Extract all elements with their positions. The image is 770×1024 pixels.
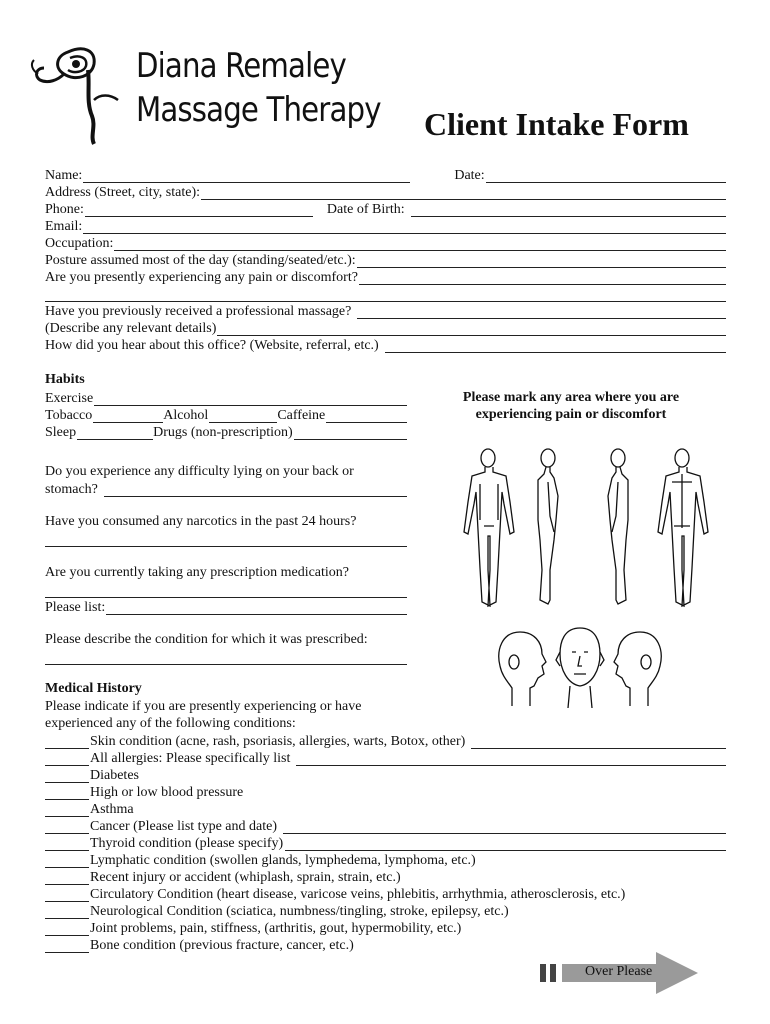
describe-field[interactable] [217,323,726,336]
phone-field[interactable] [85,204,313,217]
name-label: Name: [45,168,83,183]
condition-label: All allergies: Please specifically list [90,751,291,766]
hear-label: How did you hear about this office? (Website, referral, etc.) [45,338,379,353]
page-title: Client Intake Form [424,106,689,142]
describe-label: (Describe any relevant details) [45,321,217,336]
habits-section [45,372,407,665]
condition-detail-field[interactable] [296,753,726,766]
posture-field[interactable] [357,255,726,268]
condition-label: High or low blood pressure [90,785,244,800]
occupation-label: Occupation: [45,236,114,251]
condition-check-blank[interactable] [45,906,89,919]
tobacco-label: Tobacco [45,408,93,423]
flower-logo-icon [28,40,138,150]
condition-check-blank[interactable] [45,787,89,800]
prev-massage-field[interactable] [357,306,726,319]
medical-intro-line-2: experienced any of the following conditions: [45,716,296,731]
mark-pain-note [446,389,696,423]
condition-row-injury [45,868,726,885]
pain-field-continued[interactable] [45,289,726,302]
medication-field[interactable] [45,585,407,598]
lying-question-continued: stomach? [45,482,98,497]
narcotics-field[interactable] [45,534,407,547]
sleep-field[interactable] [77,427,153,440]
caffeine-label: Caffeine [277,408,326,423]
dob-label: Date of Birth: [326,202,405,217]
brand-name [136,44,381,132]
body-diagram[interactable] [450,440,730,615]
medication-question: Are you currently taking any prescription medication? [45,565,350,580]
condition-row-thyroid [45,834,726,851]
address-label: Address (Street, city, state): [45,185,200,200]
exercise-label: Exercise [45,391,94,406]
condition-check-blank[interactable] [45,736,89,749]
condition-check-blank[interactable] [45,855,89,868]
condition-label: Asthma [90,802,134,817]
list-field[interactable] [106,602,407,615]
condition-row-joint [45,919,726,936]
condition-check-blank[interactable] [45,838,89,851]
condition-label: Thyroid condition (please specify) [90,836,284,851]
list-label: Please list: [45,600,106,615]
posture-label: Posture assumed most of the day (standing/seated/etc.): [45,253,356,268]
alcohol-field[interactable] [209,410,277,423]
condition-row-asthma [45,800,726,817]
condition-check-blank[interactable] [45,770,89,783]
mark-pain-note-line-2: experiencing pain or discomfort [475,407,667,422]
condition-label: Neurological Condition (sciatica, numbness/tingling, stroke, epilepsy, etc.) [90,904,509,919]
condition-label: Lymphatic condition (swollen glands, lymphedema, lymphoma, etc.) [90,853,476,868]
body-side-right-figure [538,449,558,604]
hear-field[interactable] [385,340,726,353]
condition-detail-field[interactable] [285,838,726,851]
name-field[interactable] [83,170,410,183]
exercise-field[interactable] [94,393,407,406]
condition-label: Skin condition (acne, rash, psoriasis, allergies, warts, Botox, other) [90,734,466,749]
medical-history-heading: Medical History [45,681,142,696]
condition-detail-field[interactable] [283,821,726,834]
condition-check-blank[interactable] [45,940,89,953]
body-front-figure [464,449,514,606]
body-back-figure [658,449,708,606]
date-field[interactable] [486,170,726,183]
over-please-label: Over Please [585,964,653,979]
condition-check-blank[interactable] [45,889,89,902]
condition-label: Circulatory Condition (heart disease, varicose veins, phlebitis, arrhythmia, atherosclerosis, etc.) [90,887,626,902]
condition-row-circulatory [45,885,726,902]
condition-row-lymphatic [45,851,726,868]
alcohol-label: Alcohol [163,408,209,423]
brand-line-2: Massage Therapy [136,90,381,130]
condition-row-cancer [45,817,726,834]
email-field[interactable] [83,221,726,234]
condition-check-blank[interactable] [45,804,89,817]
condition-label: Diabetes [90,768,139,783]
caffeine-field[interactable] [326,410,407,423]
lying-field[interactable] [104,484,407,497]
pain-field[interactable] [359,272,726,285]
email-label: Email: [45,219,83,234]
dob-field[interactable] [411,204,726,217]
occupation-field[interactable] [114,238,726,251]
condition-check-blank[interactable] [45,872,89,885]
body-side-left-figure [608,449,628,604]
habits-heading: Habits [45,372,85,387]
drugs-label: Drugs (non-prescription) [153,425,293,440]
drugs-field[interactable] [294,427,407,440]
brand-line-1: Diana Remaley [136,46,346,86]
condition-row-diabetes [45,766,726,783]
condition-label: Cancer (Please list type and date) [90,819,277,834]
condition-field[interactable] [45,652,407,665]
condition-row-blood-pressure [45,783,726,800]
condition-label: Joint problems, pain, stiffness, (arthritis, gout, hypermobility, etc.) [90,921,462,936]
condition-label: Recent injury or accident (whiplash, sprain, strain, etc.) [90,870,401,885]
condition-row-allergies [45,749,726,766]
lying-question: Do you experience any difficulty lying on your back or [45,464,354,479]
address-field[interactable] [201,187,726,200]
tobacco-field[interactable] [93,410,163,423]
condition-row-neurological [45,902,726,919]
condition-row-skin [45,732,726,749]
pain-label: Are you presently experiencing any pain or discomfort? [45,270,358,285]
condition-check-blank[interactable] [45,821,89,834]
condition-question: Please describe the condition for which it was prescribed: [45,632,368,647]
condition-detail-field[interactable] [471,736,726,749]
prev-massage-label: Have you previously received a professional massage? [45,304,352,319]
condition-check-blank[interactable] [45,753,89,766]
date-label: Date: [454,168,485,183]
mark-pain-note-line-1: Please mark any area where you are [462,390,680,405]
phone-label: Phone: [45,202,84,217]
medical-history-section [45,681,726,953]
medical-intro-line-1: Please indicate if you are presently experiencing or have [45,699,362,714]
condition-label: Bone condition (previous fracture, cancer, etc.) [90,938,354,953]
client-info-section [45,166,726,353]
sleep-label: Sleep [45,425,77,440]
condition-check-blank[interactable] [45,923,89,936]
narcotics-question: Have you consumed any narcotics in the past 24 hours? [45,514,357,529]
